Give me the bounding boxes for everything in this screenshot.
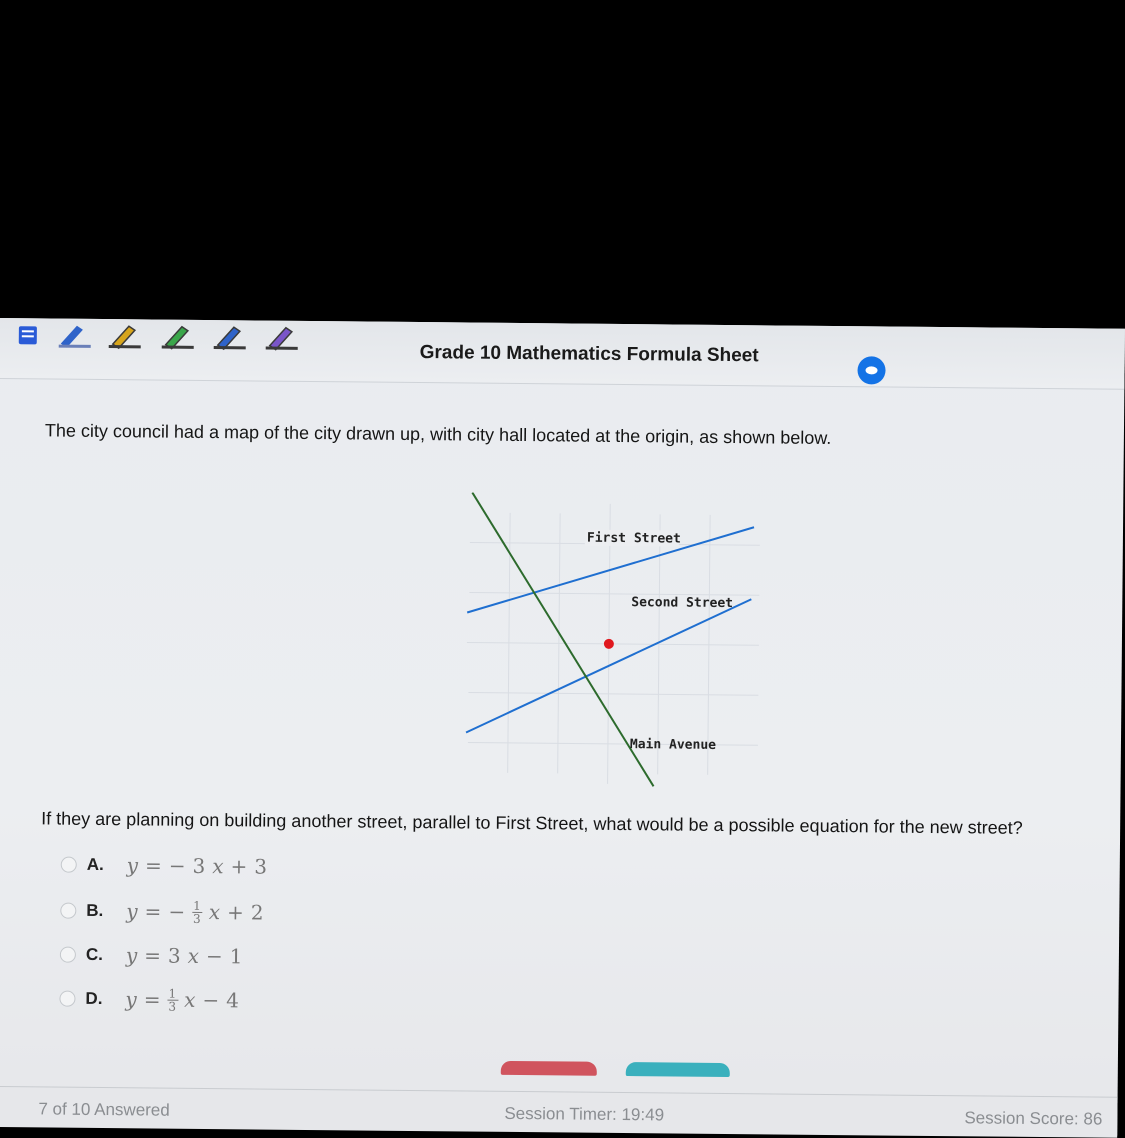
radio-button[interactable]: [61, 857, 77, 873]
answer-choice-d[interactable]: [59, 985, 240, 1015]
question-intro: The city council had a map of the city drawn up, with city hall located at the origin, as shown below.: [44, 420, 832, 448]
first-street-label: First Street: [586, 530, 681, 547]
chat-bubble-icon[interactable]: [857, 356, 885, 384]
answer-choice-b[interactable]: [60, 897, 265, 927]
answered-count: 7 of 10 Answered: [38, 1099, 170, 1120]
test-screen: [0, 318, 1125, 1136]
city-hall-marker: [604, 639, 614, 649]
city-map: [457, 492, 770, 795]
formula-sheet-link[interactable]: Grade 10 Mathematics Formula Sheet: [419, 342, 759, 367]
fraction: $\frac{1}{3}$: [168, 986, 178, 1014]
choice-letter: D.: [85, 988, 103, 1009]
session-timer: Session Timer: 19:49: [504, 1103, 665, 1125]
radio-button[interactable]: [60, 903, 76, 919]
radio-button[interactable]: [59, 991, 75, 1007]
notepad-icon[interactable]: [10, 320, 50, 350]
second-street-label: Second Street: [631, 595, 734, 612]
choice-equation: y = − $\frac{1}{3}$ x + 2: [126, 898, 265, 926]
highlighter-blue-icon[interactable]: [210, 322, 250, 352]
highlighter-yellow-icon[interactable]: [105, 321, 145, 351]
session-score: Session Score: 86: [964, 1108, 1103, 1129]
previous-button[interactable]: [501, 1061, 597, 1076]
toolbar: [0, 318, 1125, 390]
highlighter-purple-icon[interactable]: [262, 323, 302, 353]
radio-button[interactable]: [60, 947, 76, 963]
question-prompt: If they are planning on building another street, parallel to First Street, what would be a possible equation for the new street?: [41, 808, 1023, 838]
choice-equation: y = $\frac{1}{3}$ x − 4: [125, 986, 241, 1014]
choice-equation: y = 3 x − 1: [125, 943, 244, 969]
fraction: $\frac{1}{3}$: [193, 898, 202, 926]
next-button[interactable]: [626, 1062, 730, 1077]
choice-letter: A.: [86, 854, 104, 875]
main-avenue-label: Main Avenue: [629, 737, 717, 753]
highlighter-blue-icon[interactable]: [55, 321, 95, 351]
choice-letter: B.: [86, 900, 104, 921]
choice-letter: C.: [85, 944, 103, 965]
choice-equation: y = − 3 x + 3: [126, 853, 269, 879]
answer-choice-a[interactable]: [61, 851, 269, 881]
answer-choice-c[interactable]: [60, 941, 244, 971]
status-footer: [0, 1086, 1118, 1138]
highlighter-green-icon[interactable]: [158, 322, 198, 352]
